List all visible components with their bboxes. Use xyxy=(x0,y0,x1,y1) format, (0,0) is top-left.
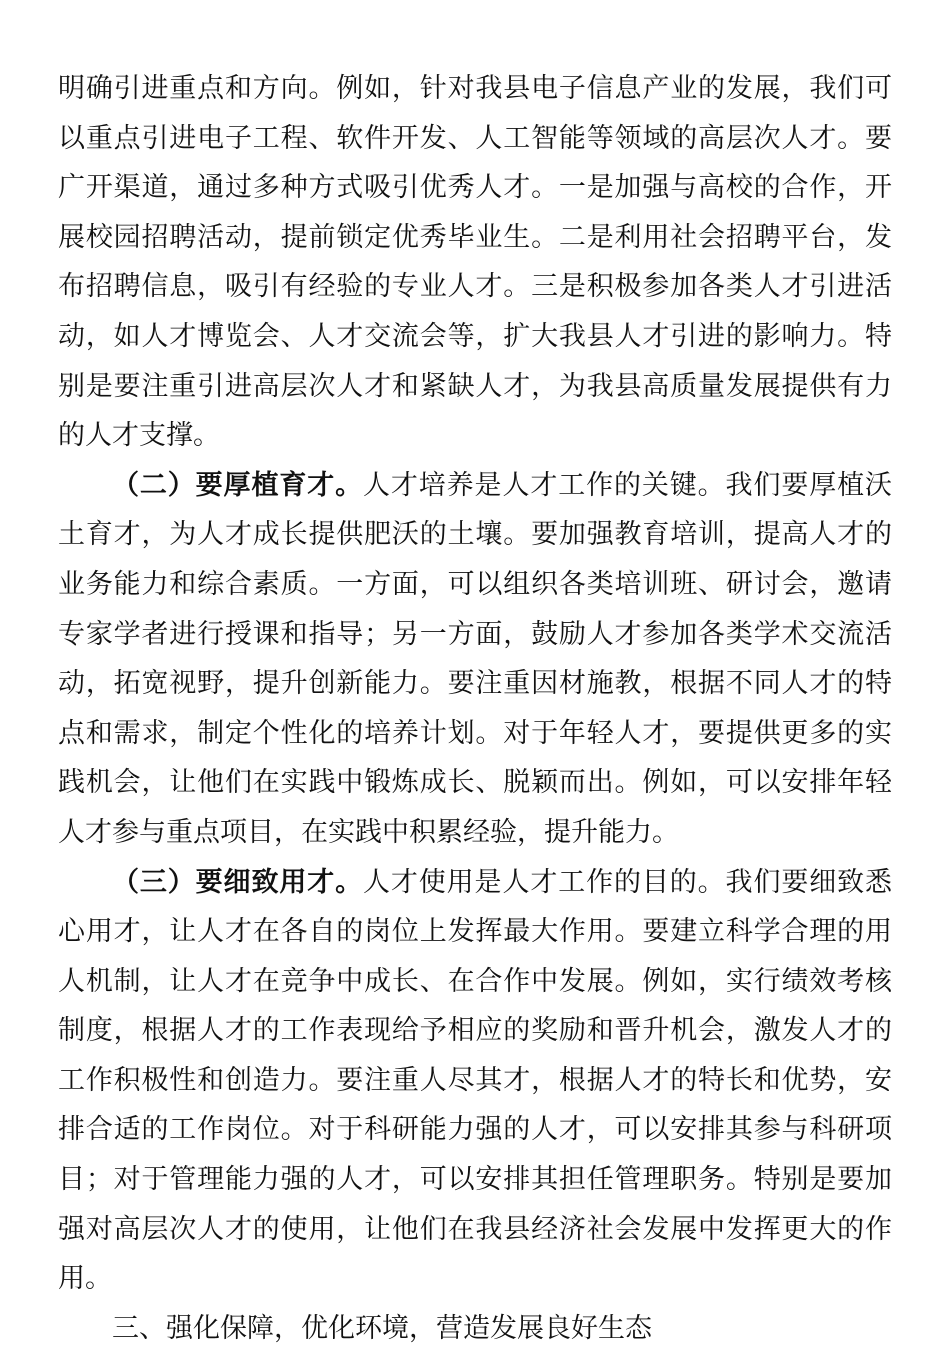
paragraph-lead-heading: （三）要细致用才。 xyxy=(112,866,363,898)
paragraph-talent-introduction xyxy=(58,64,892,461)
paragraph-talent-utilization xyxy=(58,858,892,1304)
paragraph-lead-heading: （二）要厚植育才。 xyxy=(112,469,363,501)
document-body xyxy=(58,64,892,1353)
paragraph-text: 明确引进重点和方向。例如，针对我县电子信息产业的发展，我们可以重点引进电子工程、软件开发、人工智能等领域的高层次人才。要广开渠道，通过多种方式吸引优秀人才。一是加强与高校的合作，开展校园招聘活动，提前锁定优秀毕业生。二是利用社会招聘平台，发布招聘信息，吸引有经验的专业人才。三是积极参加各类人才引进活动，如人才博览会、人才交流会等，扩大我县人才引进的影响力。特别是要注重引进高层次人才和紧缺人才，为我县高质量发展提供有力的人才支撑。 xyxy=(58,73,892,452)
paragraph-text: 人才培养是人才工作的关键。我们要厚植沃土育才，为人才成长提供肥沃的土壤。要加强教育培训，提高人才的业务能力和综合素质。一方面，可以组织各类培训班、研讨会，邀请专家学者进行授课和指导；另一方面，鼓励人才参加各类学术交流活动，拓宽视野，提升创新能力。要注重因材施教，根据不同人才的特点和需求，制定个性化的培养计划。对于年轻人才，要提供更多的实践机会，让他们在实践中锻炼成长、脱颖而出。例如，可以安排年轻人才参与重点项目，在实践中积累经验，提升能力。 xyxy=(58,469,892,848)
section-heading: 三、强化保障，优化环境，营造发展良好生态 xyxy=(112,1312,652,1344)
paragraph-talent-cultivation xyxy=(58,461,892,858)
paragraph-text: 人才使用是人才工作的目的。我们要细致悉心用才，让人才在各自的岗位上发挥最大作用。要建立科学合理的用人机制，让人才在竞争中成长、在合作中发展。例如，实行绩效考核制度，根据人才的工作表现给予相应的奖励和晋升机会，激发人才的工作积极性和创造力。要注重人尽其才，根据人才的特长和优势，安排合适的工作岗位。对于科研能力强的人才，可以安排其参与科研项目；对于管理能力强的人才，可以安排其担任管理职务。特别是要加强对高层次人才的使用，让他们在我县经济社会发展中发挥更大的作用。 xyxy=(58,866,892,1295)
